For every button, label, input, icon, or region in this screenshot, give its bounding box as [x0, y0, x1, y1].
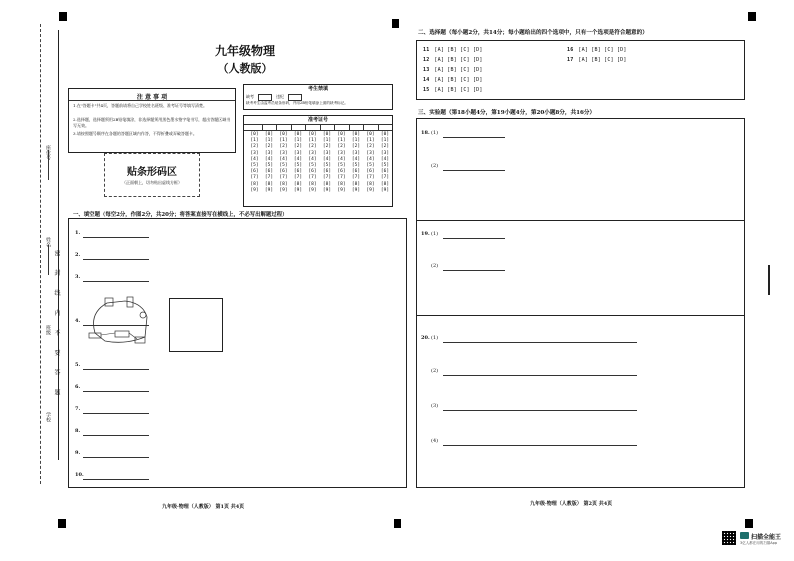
digit-bubble[interactable]: [0]: [322, 132, 332, 137]
digit-bubble[interactable]: [6]: [264, 169, 274, 175]
choice-options[interactable]: [A] [B] [C] [D]: [434, 47, 483, 53]
digit-bubble[interactable]: [6]: [351, 169, 361, 175]
digit-bubble[interactable]: [4]: [322, 156, 332, 162]
digit-bubble[interactable]: [2]: [308, 144, 317, 150]
section3-box: [416, 118, 745, 488]
divider: [69, 100, 235, 101]
answer-line[interactable]: [443, 238, 505, 239]
digit-bubble[interactable]: [7]: [293, 175, 303, 181]
absent-checkbox[interactable]: [258, 94, 272, 101]
digit-bubble[interactable]: [9]: [337, 187, 346, 193]
digit-bubble[interactable]: [0]: [351, 132, 361, 137]
barcode-note: （正面朝上，切勿贴出虚线方框）: [122, 180, 182, 185]
digit-bubble[interactable]: [3]: [322, 150, 332, 156]
digit-bubble[interactable]: [9]: [322, 187, 332, 193]
digit-bubble[interactable]: [2]: [322, 144, 332, 150]
answer-line[interactable]: [83, 237, 149, 238]
choice-number: 13: [423, 67, 430, 73]
digit-bubble[interactable]: [4]: [279, 156, 288, 162]
digit-bubble[interactable]: [0]: [293, 132, 303, 137]
digit-bubble[interactable]: [4]: [380, 156, 390, 162]
answer-line[interactable]: [83, 413, 149, 414]
digit-bubble[interactable]: [7]: [380, 175, 390, 181]
digit-bubble[interactable]: [7]: [279, 175, 288, 181]
answer-line[interactable]: [83, 435, 149, 436]
digit-bubble[interactable]: [3]: [351, 150, 361, 156]
circuit-diagram: [85, 293, 157, 349]
digit-bubble[interactable]: [9]: [250, 187, 259, 193]
digit-bubble[interactable]: [7]: [264, 175, 274, 181]
divider: [305, 124, 306, 130]
exam-number-grid: [243, 115, 393, 207]
exam-number-title: 准考证号: [307, 117, 328, 123]
divider: [363, 124, 364, 130]
fill-question-number: 4.: [75, 318, 81, 324]
registration-mark: [392, 19, 399, 28]
scanner-logo-icon: [740, 532, 749, 539]
side-label-seat: 座位号: [45, 145, 51, 160]
digit-bubble[interactable]: [1]: [264, 138, 274, 144]
section1-box: [68, 212, 407, 488]
digit-bubble[interactable]: [5]: [366, 163, 375, 169]
digit-bubble[interactable]: [5]: [264, 163, 274, 169]
digit-bubble[interactable]: [9]: [264, 187, 274, 193]
digit-bubble[interactable]: [0]: [380, 132, 390, 137]
fill-question-number: 1.: [75, 230, 81, 236]
violation-checkbox[interactable]: [288, 94, 302, 101]
exam-number-column: [277, 132, 290, 194]
digit-bubble[interactable]: [0]: [250, 132, 259, 137]
fill-question-number: 7.: [75, 406, 81, 412]
notice-item: 2.选择题，选择题须用2B铅笔填涂，非选择题须用黑色墨水签字笔书写，超出答题区域书写无效。: [73, 117, 231, 128]
exam-info-box: [243, 84, 393, 110]
digit-bubble[interactable]: [1]: [351, 138, 361, 144]
digit-bubble[interactable]: [8]: [322, 181, 332, 187]
digit-bubble[interactable]: [2]: [366, 144, 375, 150]
digit-bubble[interactable]: [8]: [279, 181, 288, 187]
q19-part: (2): [431, 263, 439, 269]
digit-bubble[interactable]: [3]: [279, 150, 288, 156]
answer-line[interactable]: [443, 137, 505, 138]
answer-line[interactable]: [443, 270, 505, 271]
digit-bubble[interactable]: [7]: [366, 175, 375, 181]
registration-mark: [394, 519, 401, 528]
divider: [276, 124, 277, 130]
q20-part: (1): [431, 335, 439, 341]
digit-bubble[interactable]: [2]: [351, 144, 361, 150]
q18-number: 18.: [421, 130, 430, 136]
digit-bubble[interactable]: [6]: [380, 169, 390, 175]
choice-number: 17: [567, 57, 574, 63]
digit-bubble[interactable]: [1]: [337, 138, 346, 144]
exam-info-title: 考生禁填: [307, 86, 328, 92]
choice-number: 11: [423, 47, 430, 53]
digit-bubble[interactable]: [1]: [322, 138, 332, 144]
digit-bubble[interactable]: [5]: [250, 163, 259, 169]
q20-number: 20.: [421, 335, 430, 341]
fill-question-number: 9.: [75, 450, 81, 456]
notice-item: 3.请按照题号顺序在各题的答题区域内作答，不得折叠或弄破答题卡。: [73, 131, 197, 136]
choice-row: [567, 47, 627, 53]
q18-part: (1): [431, 130, 439, 136]
digit-bubble[interactable]: [3]: [293, 150, 303, 156]
digit-bubble[interactable]: [9]: [308, 187, 317, 193]
exam-number-column: [321, 132, 334, 194]
fill-question-number: 5.: [75, 362, 81, 368]
answer-line[interactable]: [83, 457, 149, 458]
digit-bubble[interactable]: [7]: [337, 175, 346, 181]
violation-label: 违纪: [276, 94, 284, 99]
fill-line: [48, 150, 49, 180]
divider: [417, 220, 744, 221]
digit-bubble[interactable]: [8]: [366, 181, 375, 187]
section1-title: 一、填空题（每空2分，作图2分，共20分；将答案直接写在横线上，不必写出解题过程）: [73, 212, 288, 218]
divider: [262, 124, 263, 130]
fill-question-number: 3.: [75, 274, 81, 280]
section2-box: [416, 40, 745, 100]
digit-bubble[interactable]: [7]: [308, 175, 317, 181]
digit-bubble[interactable]: [6]: [279, 169, 288, 175]
digit-bubble[interactable]: [7]: [351, 175, 361, 181]
digit-bubble[interactable]: [9]: [279, 187, 288, 193]
divider: [244, 130, 392, 131]
digit-bubble[interactable]: [8]: [351, 181, 361, 187]
choice-options[interactable]: [A] [B] [C] [D]: [578, 47, 627, 53]
digit-bubble[interactable]: [3]: [380, 150, 390, 156]
digit-bubble[interactable]: [1]: [366, 138, 375, 144]
registration-mark: [745, 519, 753, 528]
registration-mark: [59, 12, 67, 21]
digit-bubble[interactable]: [9]: [380, 187, 390, 193]
digit-bubble[interactable]: [6]: [337, 169, 346, 175]
answer-line[interactable]: [443, 342, 637, 343]
binding-line: [40, 24, 41, 484]
digit-bubble[interactable]: [5]: [322, 163, 332, 169]
section2-title: 二、选择题（每小题2分，共14分；每小题给出的四个选项中，只有一个选项是符合题意的）: [418, 30, 648, 36]
digit-bubble[interactable]: [1]: [380, 138, 390, 144]
answer-line[interactable]: [83, 369, 149, 370]
side-label-name: 姓名: [45, 237, 51, 247]
divider: [244, 124, 392, 125]
answer-line[interactable]: [443, 170, 505, 171]
digit-bubble[interactable]: [3]: [250, 150, 259, 156]
choice-row: [423, 47, 483, 53]
digit-bubble[interactable]: [4]: [351, 156, 361, 162]
digit-bubble[interactable]: [8]: [250, 181, 259, 187]
digit-columns: [244, 132, 392, 206]
fill-question-number: 8.: [75, 428, 81, 434]
fill-line: [48, 245, 49, 275]
answer-line[interactable]: [83, 281, 149, 282]
digit-bubble[interactable]: [5]: [279, 163, 288, 169]
digit-bubble[interactable]: [4]: [308, 156, 317, 162]
digit-bubble[interactable]: [6]: [250, 169, 259, 175]
footer-right: 九年级·物理（人教版） 第2页 共4页: [530, 501, 613, 507]
fill-question-number: 10.: [75, 472, 84, 478]
exam-number-column: [306, 132, 319, 194]
answer-line[interactable]: [443, 375, 637, 376]
exam-number-column: [263, 132, 276, 194]
notice-title: 注 意 事 项: [136, 94, 168, 101]
choice-row: [423, 67, 483, 73]
digit-bubble[interactable]: [3]: [337, 150, 346, 156]
digit-bubble[interactable]: [2]: [337, 144, 346, 150]
qr-code-icon: [722, 531, 736, 545]
digit-bubble[interactable]: [0]: [337, 132, 346, 137]
choice-options[interactable]: [A] [B] [C] [D]: [434, 57, 483, 63]
divider: [334, 124, 335, 130]
choice-options[interactable]: [A] [B] [C] [D]: [434, 87, 483, 93]
digit-bubble[interactable]: [9]: [366, 187, 375, 193]
answer-line[interactable]: [83, 391, 149, 392]
q19-number: 19.: [421, 231, 430, 237]
choice-number: 15: [423, 87, 430, 93]
choice-row: [567, 57, 627, 63]
digit-bubble[interactable]: [8]: [337, 181, 346, 187]
digit-bubble[interactable]: [9]: [293, 187, 303, 193]
answer-line[interactable]: [83, 259, 149, 260]
barcode-area: [104, 153, 200, 197]
scanner-sub: 3亿人都在用的扫描App: [740, 541, 778, 545]
side-label-class: 班级: [45, 325, 51, 335]
digit-bubble[interactable]: [2]: [279, 144, 288, 150]
digit-bubble[interactable]: [7]: [250, 175, 259, 181]
divider: [378, 124, 379, 130]
notice-box: [68, 88, 236, 153]
digit-bubble[interactable]: [8]: [264, 181, 274, 187]
choice-number: 16: [567, 47, 574, 53]
digit-bubble[interactable]: [4]: [366, 156, 375, 162]
digit-bubble[interactable]: [5]: [308, 163, 317, 169]
fill-question-number: 2.: [75, 252, 81, 258]
digit-bubble[interactable]: [7]: [322, 175, 332, 181]
choice-options[interactable]: [A] [B] [C] [D]: [434, 77, 483, 83]
choice-options[interactable]: [A] [B] [C] [D]: [434, 67, 483, 73]
digit-bubble[interactable]: [8]: [380, 181, 390, 187]
digit-bubble[interactable]: [0]: [366, 132, 375, 137]
answer-line[interactable]: [443, 410, 637, 411]
digit-bubble[interactable]: [8]: [308, 181, 317, 187]
digit-bubble[interactable]: [0]: [279, 132, 288, 137]
registration-mark: [748, 12, 756, 21]
digit-bubble[interactable]: [6]: [308, 169, 317, 175]
choice-row: [423, 57, 483, 63]
exam-number-column: [292, 132, 305, 194]
digit-bubble[interactable]: [9]: [351, 187, 361, 193]
digit-bubble[interactable]: [2]: [250, 144, 259, 150]
choice-options[interactable]: [A] [B] [C] [D]: [578, 57, 627, 63]
digit-bubble[interactable]: [4]: [293, 156, 303, 162]
digit-bubble[interactable]: [8]: [293, 181, 303, 187]
q18-part: (2): [431, 163, 439, 169]
footer-left: 九年级·物理（人教版） 第1页 共4页: [162, 504, 245, 510]
digit-bubble[interactable]: [1]: [279, 138, 288, 144]
exam-number-column: [248, 132, 261, 194]
scanner-label: 扫描全能王: [751, 534, 782, 541]
exam-info-note: 缺考考生由监考员贴条形码，并用2B铅笔填涂上面的缺考标记。: [246, 101, 348, 105]
exam-number-column: [350, 132, 363, 194]
digit-bubble[interactable]: [4]: [337, 156, 346, 162]
edition-label: （人教版）: [217, 62, 273, 75]
edge-mark: [768, 265, 770, 295]
section3-title: 三、实验题（第18小题4分，第19小题4分，第20小题8分，共16分）: [418, 110, 596, 116]
digit-bubble[interactable]: [4]: [250, 156, 259, 162]
q19-part: (1): [431, 231, 439, 237]
side-label-school: 学校: [45, 412, 51, 422]
absent-label: 缺考: [246, 94, 254, 99]
q20-part: (2): [431, 368, 439, 374]
digit-bubble[interactable]: [0]: [264, 132, 274, 137]
answer-line[interactable]: [443, 445, 637, 446]
exam-number-column: [379, 132, 392, 194]
page-title: 九年级物理: [214, 44, 275, 58]
digit-bubble[interactable]: [3]: [308, 150, 317, 156]
divider: [417, 315, 744, 316]
digit-bubble[interactable]: [3]: [366, 150, 375, 156]
barcode-title: 贴条形码区: [127, 167, 177, 178]
digit-bubble[interactable]: [0]: [308, 132, 317, 137]
digit-bubble[interactable]: [5]: [337, 163, 346, 169]
choice-number: 12: [423, 57, 430, 63]
digit-bubble[interactable]: [6]: [366, 169, 375, 175]
digit-bubble[interactable]: [5]: [351, 163, 361, 169]
digit-bubble[interactable]: [3]: [264, 150, 274, 156]
digit-bubble[interactable]: [1]: [308, 138, 317, 144]
seal-line-text: 密 封 线 内 不 要 答 题: [53, 250, 60, 402]
digit-bubble[interactable]: [2]: [380, 144, 390, 150]
digit-bubble[interactable]: [6]: [322, 169, 332, 175]
divider: [291, 124, 292, 130]
exam-number-column: [364, 132, 377, 194]
choice-row: [423, 87, 483, 93]
digit-bubble[interactable]: [6]: [293, 169, 303, 175]
divider: [320, 124, 321, 130]
notice-item: 1.在"答题卡"共4页，答题前请将自己学校姓名班级、准考证号等填写清楚。: [73, 103, 208, 108]
exam-number-column: [335, 132, 348, 194]
q20-part: (4): [431, 438, 439, 444]
registration-mark: [58, 519, 66, 528]
choice-number: 14: [423, 77, 430, 83]
q20-part: (3): [431, 403, 439, 409]
digit-bubble[interactable]: [5]: [293, 163, 303, 169]
drawing-answer-box[interactable]: [169, 298, 223, 352]
digit-bubble[interactable]: [2]: [293, 144, 303, 150]
answer-line[interactable]: [83, 479, 149, 480]
digit-bubble[interactable]: [2]: [264, 144, 274, 150]
fill-question-number: 6.: [75, 384, 81, 390]
digit-bubble[interactable]: [1]: [250, 138, 259, 144]
digit-bubble[interactable]: [5]: [380, 163, 390, 169]
digit-bubble[interactable]: [4]: [264, 156, 274, 162]
choice-row: [423, 77, 483, 83]
divider: [349, 124, 350, 130]
digit-bubble[interactable]: [1]: [293, 138, 303, 144]
